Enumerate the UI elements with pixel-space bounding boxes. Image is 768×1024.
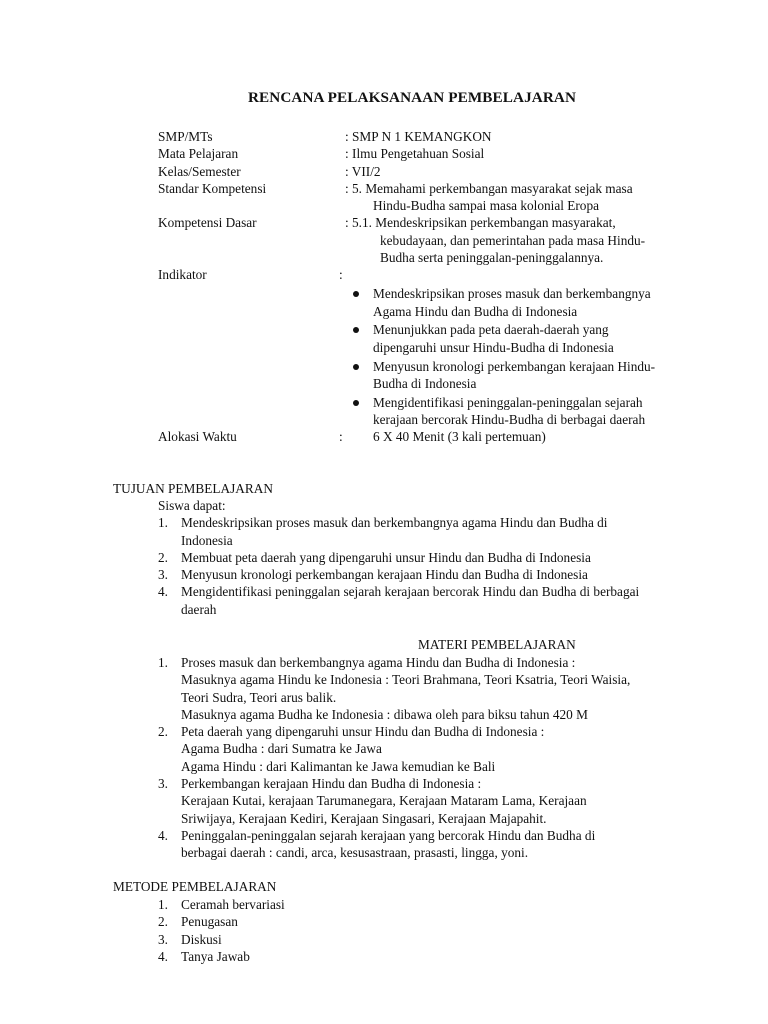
class-value: : VII/2 <box>345 163 381 179</box>
kd-label: Kompetensi Dasar <box>158 215 257 231</box>
list-item: 4. Peninggalan-peninggalan sejarah kerajaan yang bercorak Hindu dan Budha di berbagai daerah : candi, arca, kesusastraan, prasasti, lingga, yoni. <box>158 827 596 861</box>
tujuan-intro: Siswa dapat: <box>158 498 226 513</box>
bullet-icon <box>353 327 359 333</box>
materi-heading: MATERI PEMBELAJARAN <box>418 637 576 652</box>
identity-row-school <box>158 128 718 145</box>
list-item: 1. Proses masuk dan berkembangnya agama Hindu dan Budha di Indonesia : Masuknya agama Hindu ke Indonesia : Teori Brahmana, Teori Ksatria, Teori Waisia, Teori Sudra, Teori arus balik. Masuknya agama Budha ke Indonesia : dibawa oleh para biksu tahun 420 M <box>158 655 631 722</box>
list-item: 1. Mendeskripsikan proses masuk dan berkembangnya agama Hindu dan Budha di Indonesia <box>158 515 608 548</box>
school-value: : SMP N 1 KEMANGKON <box>345 129 492 144</box>
list-item: 4. Tanya Jawab <box>158 948 250 964</box>
materi-list <box>158 654 718 862</box>
tujuan-list <box>158 514 718 618</box>
time-colon: : <box>339 429 343 445</box>
list-item: Menyusun kronologi perkembangan kerajaan Hindu- Budha di Indonesia <box>348 358 698 393</box>
school-label: SMP/MTs <box>158 129 213 144</box>
materi-section <box>158 654 718 862</box>
list-item: 3. Menyusun kronologi perkembangan kerajaan Hindu dan Budha di Indonesia <box>158 567 588 583</box>
bullet-icon <box>353 400 359 406</box>
indicator-colon: : <box>339 267 343 283</box>
list-item: 2. Peta daerah yang dipengaruhi unsur Hindu dan Budha di Indonesia : Agama Budha : dari Sumatra ke Jawa Agama Hindu : dari Kalimantan ke Jawa kemudian ke Bali <box>158 724 545 774</box>
class-label: Kelas/Semester <box>158 163 241 179</box>
metode-section <box>158 896 718 965</box>
time-value: 6 X 40 Menit (3 kali pertemuan) <box>373 429 546 445</box>
metode-heading: METODE PEMBELAJARAN <box>113 879 277 894</box>
identity-section <box>158 128 718 446</box>
bullet-icon <box>353 364 359 370</box>
metode-list <box>158 896 718 965</box>
sk-label: Standar Kompetensi <box>158 180 267 196</box>
kd-value-line1: : 5.1. Mendeskripsikan perkembangan masyarakat, <box>345 215 616 231</box>
document-title: RENCANA PELAKSANAAN PEMBELAJARAN <box>247 89 577 106</box>
time-label: Alokasi Waktu <box>158 429 237 445</box>
tujuan-heading: TUJUAN PEMBELAJARAN <box>113 481 273 496</box>
list-item: 2. Membuat peta daerah yang dipengaruhi unsur Hindu dan Budha di Indonesia <box>158 549 591 565</box>
bullet-icon <box>353 291 359 297</box>
list-item: Menunjukkan pada peta daerah-daerah yang dipengaruhi unsur Hindu-Budha di Indonesia <box>348 321 698 356</box>
sk-value-line2: Hindu-Budha sampai masa kolonial Eropa <box>373 198 599 214</box>
identity-row-kd <box>158 214 718 266</box>
list-item: 3. Diskusi <box>158 931 222 947</box>
kd-value-line2: kebudayaan, dan pemerintahan pada masa Hindu- <box>380 232 646 248</box>
identity-row-indicator <box>158 266 718 428</box>
list-item: 3. Perkembangan kerajaan Hindu dan Budha di Indonesia : Kerajaan Kutai, kerajaan Tarumanegara, Kerajaan Mataram Lama, Kerajaan Sriwijaya, Kerajaan Kediri, Kerajaan Singasari, Kerajaan Majapahit. <box>158 776 587 826</box>
sk-value-line1: : 5. Memahami perkembangan masyarakat sejak masa <box>345 180 633 196</box>
identity-row-subject <box>158 145 718 162</box>
subject-value: : Ilmu Pengetahuan Sosial <box>345 146 485 162</box>
indicator-label: Indikator <box>158 267 207 283</box>
indicator-list <box>348 285 698 428</box>
kd-value-line3: Budha serta peninggalan-peninggalannya. <box>380 250 604 266</box>
identity-row-time <box>158 428 718 445</box>
list-item: Mengidentifikasi peninggalan-peninggalan sejarah kerajaan bercorak Hindu-Budha di berbagai daerah <box>348 394 698 429</box>
list-item: Mendeskripsikan proses masuk dan berkembangnya Agama Hindu dan Budha di Indonesia <box>348 285 698 320</box>
tujuan-section <box>158 497 718 618</box>
identity-row-class <box>158 163 718 180</box>
list-item: 2. Penugasan <box>158 914 238 930</box>
identity-row-sk <box>158 180 718 215</box>
list-item: 4. Mengidentifikasi peninggalan sejarah kerajaan bercorak Hindu dan Budha di berbagai daerah <box>158 584 640 617</box>
subject-label: Mata Pelajaran <box>158 146 239 162</box>
list-item: 1. Ceramah bervariasi <box>158 897 285 912</box>
